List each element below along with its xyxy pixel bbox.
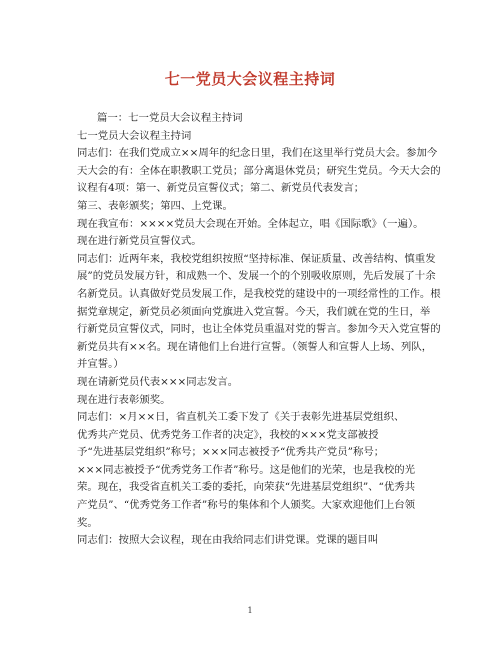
body-line: 荣。现在，我受省直机关工委的委托，向荣获“先进基层党组织”、“优秀共 [77, 481, 416, 494]
body-line: 奖。 [77, 516, 98, 529]
body-line: 现在进行新党员宣誓仪式。 [77, 235, 202, 248]
document-title: 七一党员大会议程主持词 [164, 70, 336, 88]
body-line: 同志们：在我们党成立××周年的纪念日里，我们在这里举行党员大会。参加今 [77, 147, 438, 160]
body-line: 现在请新党员代表×××同志发言。 [77, 375, 239, 388]
body-line: 行新党员宣誓仪式，同时，也让全体党员重温对党的誓言。参加今天入党宣誓的 [77, 323, 441, 336]
body-line: ×××同志被授予“优秀党务工作者”称号。这是他们的光荣，也是我校的光 [77, 463, 416, 476]
body-line: 并宣誓。） [77, 358, 124, 371]
page-number: 1 [247, 606, 253, 615]
body-line: 同志们：近两年来，我校党组织按照“坚持标准、保证质量、改善结构、慎重发 [77, 252, 436, 265]
body-line: 第三、表彰颁奖；第四、上党课。 [77, 199, 233, 212]
body-line: 展”的党员发展方针，和成熟一个、发展一个的个别吸收原则，先后发展了十余 [77, 270, 436, 283]
body-line: 名新党员。认真做好党员发展工作，是我校党的建设中的一项经常性的工作。根 [77, 287, 441, 300]
section-heading: 篇一：七一党员大会议程主持词 [97, 112, 243, 124]
body-line: 七一党员大会议程主持词 [77, 129, 192, 142]
body-line: 同志们：×月××日，省直机关工委下发了《关于表彰先进基层党组织、 [77, 411, 405, 424]
body-line: 据党章规定，新党员必须面向党旗进入党宣誓。今天，我们就在党的生日，举 [77, 305, 431, 318]
body-line: 产党员”、“优秀党务工作者”称号的集体和个人颁奖。大家欢迎他们上台领 [77, 499, 416, 512]
body-line: 新党员共有××名。现在请他们上台进行宣誓。（领誓人和宣誓人上场、列队， [77, 340, 433, 353]
body-line: 同志们：按照大会议程，现在由我给同志们讲党课。党课的题目叫 [77, 534, 379, 547]
body-line: 议程有4项：第一、新党员宣誓仪式；第二、新党员代表发言； [77, 182, 365, 195]
body-line: 现在进行表彰颁奖。 [77, 393, 171, 406]
body-line: 优秀共产党员、优秀党务工作者的决定》，我校的×××党支部被授 [77, 428, 379, 441]
document-body [77, 110, 441, 550]
body-line: 现在我宣布：××××党员大会现在开始。全体起立，唱《国际歌》（一遍）。 [77, 217, 424, 230]
body-line: 予“先进基层党组织”称号；×××同志被授予“优秀共产党员”称号； [77, 446, 385, 459]
body-line: 天大会的有：全体在职教职工党员；部分离退休党员；研究生党员。今天大会的 [77, 164, 441, 177]
